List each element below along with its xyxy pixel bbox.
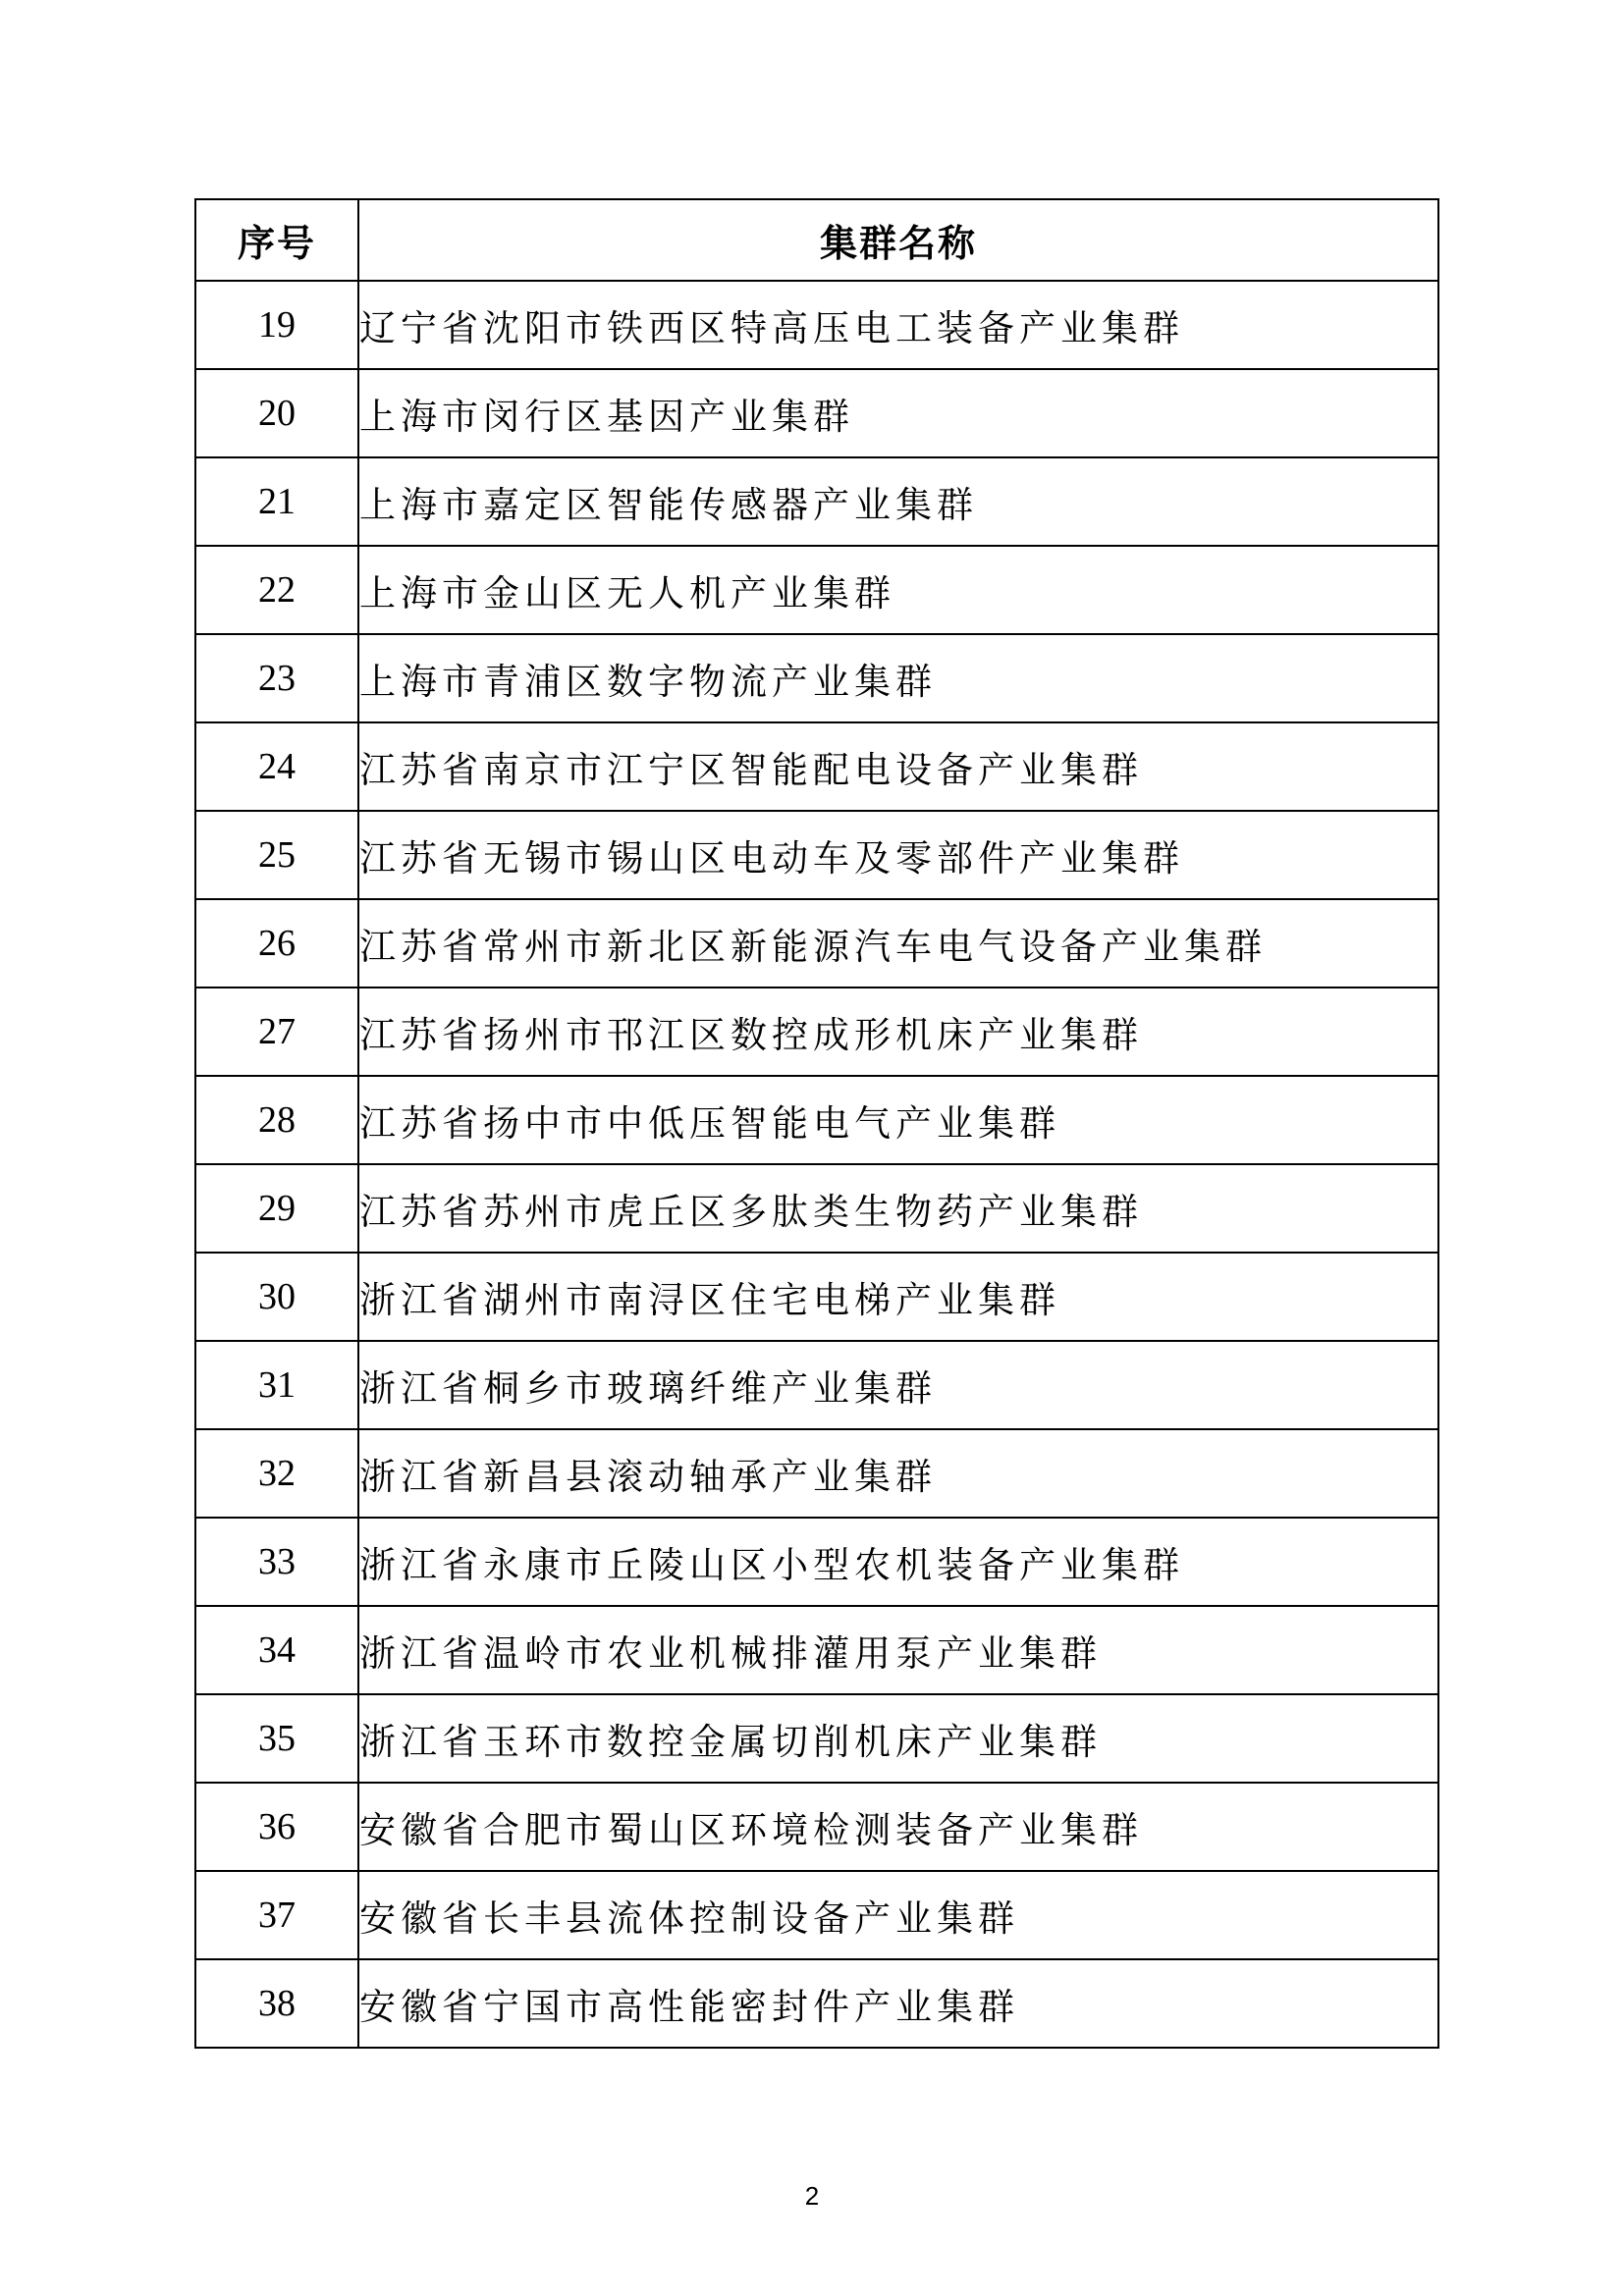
serial-number-cell: 21 [195, 457, 358, 546]
serial-number-cell: 19 [195, 281, 358, 369]
table-row [195, 811, 1438, 899]
cluster-name-cell: 上海市金山区无人机产业集群 [358, 546, 1438, 634]
table-row [195, 1606, 1438, 1694]
table-row [195, 1694, 1438, 1783]
serial-number-cell: 24 [195, 722, 358, 811]
cluster-name-cell: 安徽省宁国市高性能密封件产业集群 [358, 1959, 1438, 2048]
serial-number-cell: 33 [195, 1518, 358, 1606]
table-row [195, 1429, 1438, 1518]
table-row [195, 546, 1438, 634]
serial-number-cell: 28 [195, 1076, 358, 1164]
table-row [195, 1253, 1438, 1341]
cluster-name-cell: 江苏省苏州市虎丘区多肽类生物药产业集群 [358, 1164, 1438, 1253]
cluster-name-cell: 上海市闵行区基因产业集群 [358, 369, 1438, 457]
serial-number-cell: 31 [195, 1341, 358, 1429]
table-row [195, 988, 1438, 1076]
cluster-name-cell: 辽宁省沈阳市铁西区特高压电工装备产业集群 [358, 281, 1438, 369]
serial-number-cell: 29 [195, 1164, 358, 1253]
table-row [195, 1783, 1438, 1871]
header-cluster-name: 集群名称 [358, 199, 1438, 281]
serial-number-cell: 27 [195, 988, 358, 1076]
cluster-name-cell: 上海市嘉定区智能传感器产业集群 [358, 457, 1438, 546]
header-serial-number: 序号 [195, 199, 358, 281]
table-row [195, 457, 1438, 546]
cluster-name-cell: 江苏省南京市江宁区智能配电设备产业集群 [358, 722, 1438, 811]
cluster-name-cell: 江苏省常州市新北区新能源汽车电气设备产业集群 [358, 899, 1438, 988]
serial-number-cell: 38 [195, 1959, 358, 2048]
table-row [195, 1341, 1438, 1429]
cluster-name-cell: 江苏省无锡市锡山区电动车及零部件产业集群 [358, 811, 1438, 899]
serial-number-cell: 32 [195, 1429, 358, 1518]
table-row [195, 899, 1438, 988]
table-header [195, 199, 1438, 281]
serial-number-cell: 25 [195, 811, 358, 899]
serial-number-cell: 36 [195, 1783, 358, 1871]
serial-number-cell: 23 [195, 634, 358, 722]
cluster-name-cell: 江苏省扬中市中低压智能电气产业集群 [358, 1076, 1438, 1164]
cluster-name-cell: 上海市青浦区数字物流产业集群 [358, 634, 1438, 722]
page-number: 2 [804, 2181, 820, 2211]
serial-number-cell: 20 [195, 369, 358, 457]
table-row [195, 1871, 1438, 1959]
serial-number-cell: 37 [195, 1871, 358, 1959]
cluster-name-cell: 浙江省湖州市南浔区住宅电梯产业集群 [358, 1253, 1438, 1341]
serial-number-cell: 30 [195, 1253, 358, 1341]
cluster-table [194, 198, 1439, 2049]
cluster-name-cell: 浙江省温岭市农业机械排灌用泵产业集群 [358, 1606, 1438, 1694]
table-row [195, 722, 1438, 811]
cluster-name-cell: 江苏省扬州市邗江区数控成形机床产业集群 [358, 988, 1438, 1076]
cluster-name-cell: 浙江省新昌县滚动轴承产业集群 [358, 1429, 1438, 1518]
cluster-name-cell: 浙江省玉环市数控金属切削机床产业集群 [358, 1694, 1438, 1783]
table-row [195, 281, 1438, 369]
table-row [195, 634, 1438, 722]
serial-number-cell: 35 [195, 1694, 358, 1783]
serial-number-cell: 34 [195, 1606, 358, 1694]
table-row [195, 1959, 1438, 2048]
cluster-name-cell: 浙江省永康市丘陵山区小型农机装备产业集群 [358, 1518, 1438, 1606]
cluster-name-cell: 安徽省长丰县流体控制设备产业集群 [358, 1871, 1438, 1959]
serial-number-cell: 26 [195, 899, 358, 988]
table-row [195, 1164, 1438, 1253]
table-body [195, 281, 1438, 2048]
cluster-name-cell: 浙江省桐乡市玻璃纤维产业集群 [358, 1341, 1438, 1429]
serial-number-cell: 22 [195, 546, 358, 634]
table-row [195, 1518, 1438, 1606]
cluster-name-cell: 安徽省合肥市蜀山区环境检测装备产业集群 [358, 1783, 1438, 1871]
header-row [195, 199, 1438, 281]
table-row [195, 369, 1438, 457]
table-row [195, 1076, 1438, 1164]
